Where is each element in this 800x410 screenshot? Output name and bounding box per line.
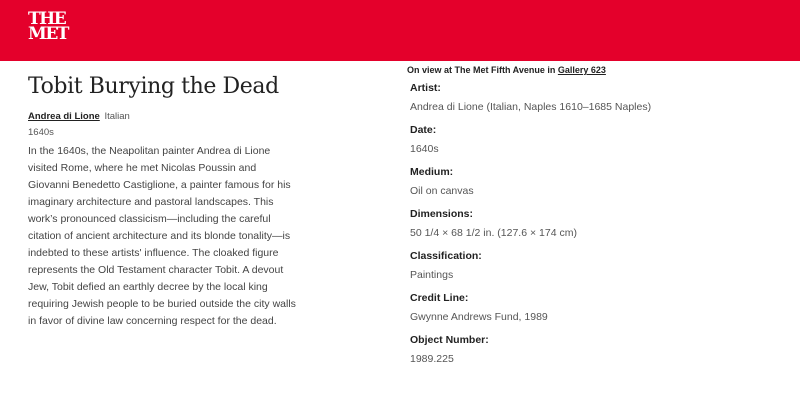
artist-line xyxy=(28,110,308,124)
on-view-line xyxy=(407,64,787,77)
artwork-date: 1640s xyxy=(28,127,54,138)
detail-label-medium: Medium: xyxy=(410,166,454,178)
artwork-details-panel xyxy=(407,64,787,367)
artist-link[interactable]: Andrea di Lione xyxy=(28,111,100,122)
detail-label-credit-line: Credit Line: xyxy=(410,292,469,304)
site-header xyxy=(0,0,800,61)
logo-line-the: THE xyxy=(28,9,66,29)
detail-value-medium: Oil on canvas xyxy=(410,185,474,197)
met-logo[interactable] xyxy=(28,9,68,44)
detail-label-date: Date: xyxy=(410,124,437,136)
detail-label-object-number: Object Number: xyxy=(410,334,489,346)
artist-nationality: Italian xyxy=(104,111,130,122)
detail-value-classification: Paintings xyxy=(410,269,454,281)
gallery-link[interactable]: Gallery 623 xyxy=(557,65,606,75)
detail-value-dimensions: 50 1/4 × 68 1/2 in. (127.6 × 174 cm) xyxy=(410,227,577,239)
details-list xyxy=(407,81,787,367)
detail-label-dimensions: Dimensions: xyxy=(410,208,474,220)
detail-value-date: 1640s xyxy=(410,143,439,155)
detail-value-artist: Andrea di Lione (Italian, Naples 1610–1685 Naples) xyxy=(410,101,652,113)
logo-line-met: MET xyxy=(28,24,68,44)
artwork-description: In the 1640s, the Neapolitan painter Andrea di Lione visited Rome, where he met Nicolas Poussin and Giovanni Benedetto Castiglione, a painter famous for his imaginary architecture and pastoral landscapes. This work’s pronounced classicism—including the careful citation of ancient architecture and its blonde tonality—is indebted to these artists' influence. The cloaked figure represents the Old Testament character Tobit. A devout Jew, Tobit defied an earthly decree by the local king requiring Jewish people to be buried outside the city walls in favor of divine law concerning respect for the dead. xyxy=(28,145,296,327)
page-title: Tobit Burying the Dead xyxy=(28,74,279,99)
detail-label-classification: Classification: xyxy=(410,250,482,262)
detail-value-object-number: 1989.225 xyxy=(410,353,454,365)
artwork-summary xyxy=(28,72,308,330)
on-view-prefix: On view at The Met Fifth Avenue in xyxy=(407,65,558,75)
detail-value-credit-line: Gwynne Andrews Fund, 1989 xyxy=(410,311,548,323)
detail-label-artist: Artist: xyxy=(410,82,441,94)
